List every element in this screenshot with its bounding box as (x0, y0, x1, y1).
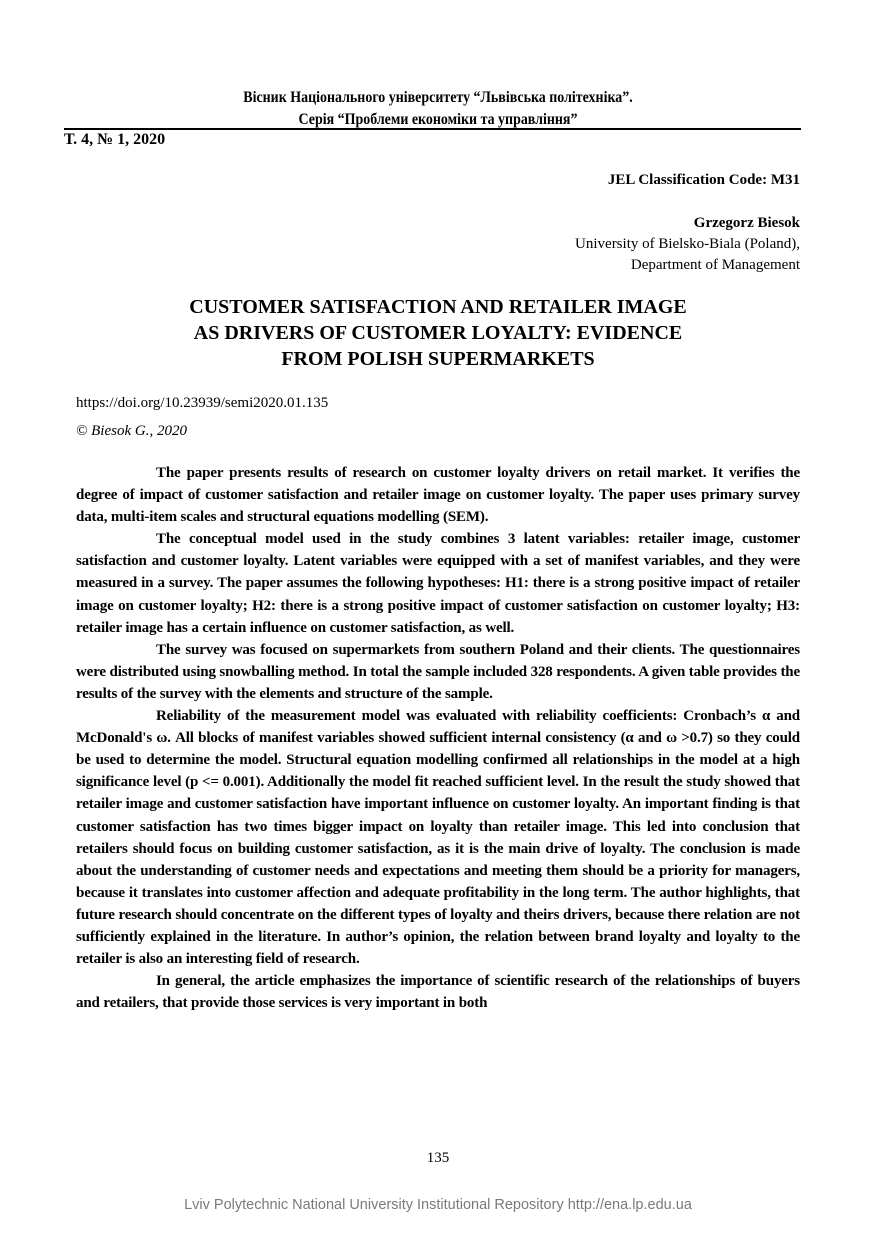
author-block (575, 213, 800, 276)
page-number: 135 (426, 1150, 450, 1166)
jel-classification: JEL Classification Code: M31 (607, 172, 800, 188)
abstract (76, 462, 800, 1014)
affiliation-university: University of Bielsko-Biala (Poland), (575, 236, 800, 252)
journal-name: Вісник Національного університету “Львівська політехніка”. (243, 89, 633, 106)
affiliation-department: Department of Management (630, 257, 800, 273)
title-line: AS DRIVERS OF CUSTOMER LOYALTY: EVIDENCE (193, 322, 683, 344)
journal-header (44, 87, 832, 131)
copyright-notice: © Biesok G., 2020 (76, 423, 187, 439)
author-name: Grzegorz Biesok (693, 215, 800, 231)
title-line: CUSTOMER SATISFACTION AND RETAILER IMAGE (189, 296, 687, 318)
abstract-paragraph: The conceptual model used in the study combines 3 latent variables: retailer image, customer satisfaction and customer loyalty. Latent variables were equipped with a set of manifest variables, and they were measured in a survey. The paper assumes the following hypotheses: H1: there is a strong positive impact of retailer image on customer loyalty; H2: there is a strong positive impact of customer satisfaction on customer loyalty; H3: retailer image has a certain influence on customer satisfaction, as well. (76, 531, 800, 636)
repository-footer: Lviv Polytechnic National University Institutional Repository http://ena.lp.edu.ua (184, 1197, 692, 1213)
abstract-paragraph: In general, the article emphasizes the importance of scientific research of the relationships of buyers and retailers, that provide those services is very important in both (76, 973, 800, 1012)
doi-link[interactable]: https://doi.org/10.23939/semi2020.01.135 (76, 395, 329, 411)
abstract-paragraph: The paper presents results of research on customer loyalty drivers on retail market. It verifies the degree of impact of customer satisfaction and retailer image on customer loyalty. The paper uses primary survey data, multi-item scales and structural equations modelling (SEM). (76, 465, 800, 526)
abstract-paragraph: Reliability of the measurement model was evaluated with reliability coefficients: Cronbach’s α and McDonald's ω. All blocks of manifest variables showed sufficient internal consistency (α and ω >0.7) so they could be used to determine the model. Structural equation modelling confirmed all relationships in the model at a high significance level (p <= 0.001). Additionally the model fit reached sufficient level. In the result the study showed that retailer image and customer satisfaction have important influence on customer loyalty. An important finding is that customer satisfaction has two times bigger impact on loyalty than retailer image. This led into conclusion that retailers should focus on building customer satisfaction, as it is the main drive of loyalty. The conclusion is made about the understanding of customer needs and expectations and meeting them should be a priority for managers, because it translates into customer affection and adequate profitability in the long term. The author highlights, that future research should concentrate on the different types of loyalty and theirs drivers, because there relation are not sufficiently explained in the literature. In author’s opinion, the relation between brand loyalty and loyalty to the retailer is also an interesting field of research. (76, 708, 800, 968)
volume-issue: Т. 4, № 1, 2020 (64, 131, 166, 148)
paper-title (0, 294, 876, 372)
abstract-paragraph: The survey was focused on supermarkets from southern Poland and their clients. The questionnaires were distributed using snowballing method. In total the sample included 328 respondents. A given table provides the results of the survey with the elements and structure of the sample. (76, 641, 800, 702)
journal-series: Серія “Проблеми економіки та управління” (298, 111, 578, 128)
header-divider (64, 128, 801, 130)
title-line: FROM POLISH SUPERMARKETS (281, 348, 595, 370)
